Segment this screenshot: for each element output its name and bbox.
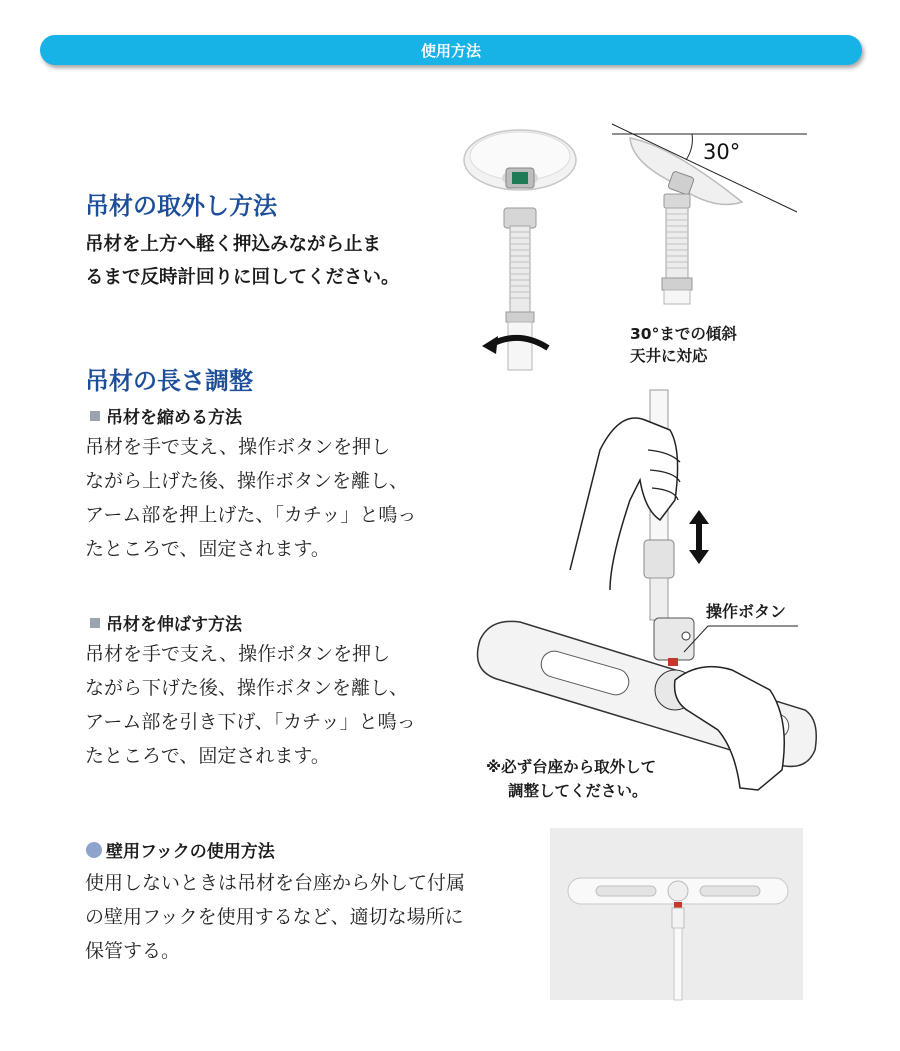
wall-hook-photo [550,828,803,1000]
shorten-line: ながら上げた後、操作ボタンを離し、 [85,470,409,492]
length-adjust-illustration [470,390,820,790]
square-bullet-icon [90,411,100,421]
angle-caption [630,323,737,367]
wall-hook-instructions [85,866,465,968]
extend-line: たところで、固定されます。 [85,745,330,767]
extend-subheading [90,610,242,635]
angle-label: 30° [703,140,741,164]
wall-hook-line: の壁用フックを使用するなど、適切な場所に [85,906,464,928]
shorten-line: たところで、固定されます。 [85,538,330,560]
angle-caption-line: 30°までの傾斜 [630,325,737,343]
length-heading: 吊材の長さ調整 [85,367,253,395]
shorten-line: 吊材を手で支え、操作ボタンを押し [85,436,391,458]
adjust-note [486,755,656,803]
square-bullet-icon [90,618,100,628]
removal-line: 吊材を上方へ軽く押込みながら止ま [85,234,382,255]
wall-hook-line: 保管する。 [85,940,181,962]
extend-line: 吊材を手で支え、操作ボタンを押し [85,643,391,665]
section-header-bar [40,35,862,65]
extend-title: 吊材を伸ばす方法 [106,615,242,635]
extend-line: ながら下げた後、操作ボタンを離し、 [85,677,409,699]
wall-hook-line: 使用しないときは吊材を台座から外して付属 [85,872,466,894]
shorten-subheading [90,403,242,428]
wall-hook-subheading [86,837,275,862]
shorten-title: 吊材を縮める方法 [106,408,242,428]
adjust-note-line: ※必ず台座から取外して [486,758,657,776]
shorten-instructions [85,430,416,566]
extend-instructions [85,637,416,773]
ceiling-base-illustration [460,120,600,380]
extend-line: アーム部を引き下げ、「カチッ」と鳴っ [85,711,416,733]
circle-bullet-icon [86,842,102,858]
wall-hook-title: 壁用フックの使用方法 [106,842,275,862]
removal-instructions [85,228,400,294]
operation-button-label: 操作ボタン [706,602,787,621]
shorten-line: アーム部を押上げた、「カチッ」と鳴っ [85,504,417,526]
removal-heading: 吊材の取外し方法 [85,192,277,220]
removal-line: るまで反時計回りに回してください。 [85,267,400,288]
section-title: 使用方法 [420,41,481,60]
angle-caption-line: 天井に対応 [630,347,708,365]
adjust-note-line: 調整してください。 [508,782,648,800]
